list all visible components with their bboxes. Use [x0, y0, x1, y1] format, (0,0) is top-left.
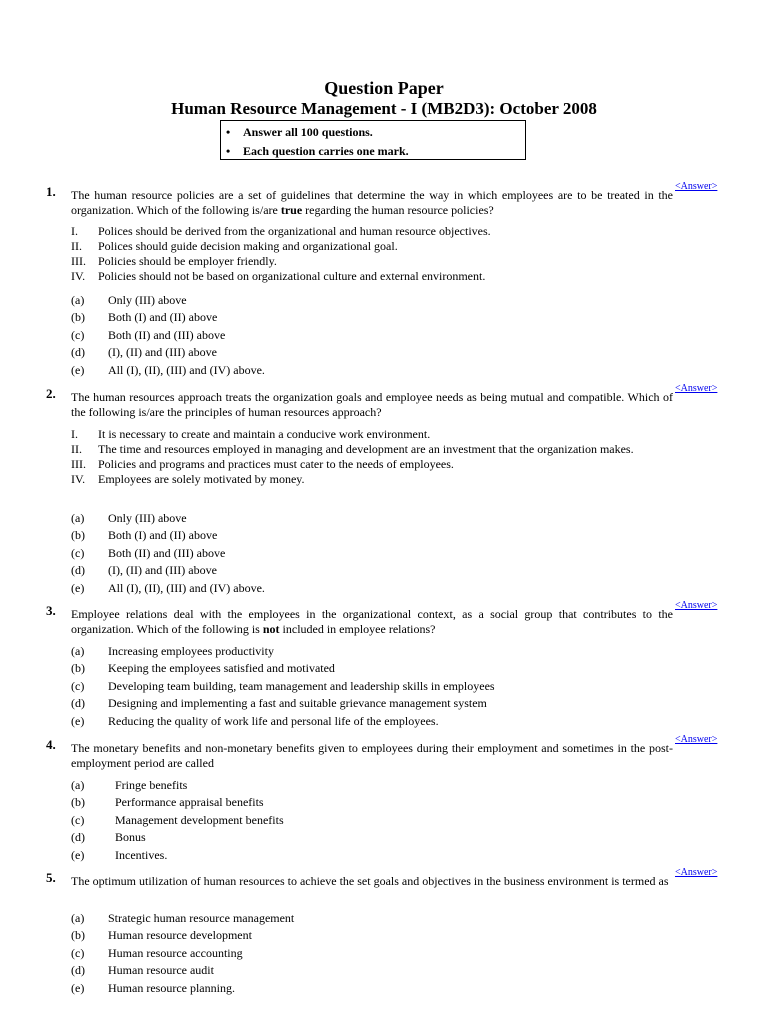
- statement-numeral: II.: [71, 239, 82, 253]
- option-letter: (a): [71, 911, 85, 925]
- option-item[interactable]: [71, 580, 671, 597]
- option-letter: (e): [71, 362, 85, 377]
- option-letter: (b): [71, 528, 85, 543]
- statement-numeral: IV.: [71, 269, 86, 283]
- option-text: Keeping the employees satisfied and motivated: [108, 661, 335, 676]
- instruction-text: Answer all 100 questions.: [243, 125, 373, 139]
- option-item[interactable]: [71, 344, 671, 361]
- option-item[interactable]: [71, 562, 671, 579]
- option-item[interactable]: [71, 327, 671, 344]
- option-item[interactable]: [71, 292, 671, 309]
- answer-link[interactable]: <Answer>: [675, 600, 718, 611]
- statement-text: It is necessary to create and maintain a conducive work environment.: [98, 427, 431, 441]
- option-item[interactable]: [71, 945, 671, 962]
- option-letter: (c): [71, 812, 85, 827]
- option-item[interactable]: [71, 910, 671, 927]
- option-letter: (a): [71, 778, 85, 792]
- option-text: Both (II) and (III) above: [108, 327, 226, 342]
- statement-text: The time and resources employed in managing and development are an investment that the organization makes.: [98, 442, 634, 456]
- statement-item: [71, 239, 671, 254]
- option-item[interactable]: [71, 777, 671, 794]
- option-text: All (I), (II), (III) and (IV) above.: [108, 580, 265, 595]
- option-text: Performance appraisal benefits: [115, 795, 264, 810]
- statement-item: [71, 254, 671, 269]
- option-text: Incentives.: [115, 847, 168, 862]
- instruction-item: [221, 142, 525, 161]
- answer-link[interactable]: <Answer>: [675, 867, 718, 878]
- statement-item: [71, 472, 671, 487]
- option-text: Designing and implementing a fast and suitable grievance management system: [108, 696, 487, 711]
- question-text-part: Employee relations deal with the employees in the organizational context, as a social group that contributes to the organization. Which of the following is: [71, 607, 673, 636]
- question-text: [71, 188, 673, 218]
- option-text: Developing team building, team management and leadership skills in employees: [108, 678, 495, 693]
- option-letter: (d): [71, 696, 85, 711]
- option-letter: (c): [71, 945, 85, 960]
- statement-numeral: I.: [71, 224, 78, 238]
- statement-item: [71, 427, 671, 442]
- option-text: (I), (II) and (III) above: [108, 345, 217, 360]
- option-letter: (a): [71, 511, 85, 525]
- option-item[interactable]: [71, 510, 671, 527]
- statement-text: Polices should be derived from the organizational and human resource objectives.: [98, 224, 491, 238]
- option-text: Both (I) and (II) above: [108, 310, 218, 325]
- option-text: Only (III) above: [108, 293, 187, 307]
- instruction-text: Each question carries one mark.: [243, 144, 409, 158]
- option-item[interactable]: [71, 847, 671, 864]
- statement-text: Policies should not be based on organizational culture and external environment.: [98, 269, 486, 283]
- option-letter: (c): [71, 678, 85, 693]
- instructions-box: [220, 120, 526, 160]
- statement-item: [71, 269, 671, 284]
- option-list: [71, 910, 671, 997]
- question-text: The optimum utilization of human resources to achieve the set goals and objectives in the business environment is termed as: [71, 874, 669, 888]
- statement-text: Policies and programs and practices must cater to the needs of employees.: [98, 457, 454, 471]
- option-item[interactable]: [71, 678, 671, 695]
- statement-numeral: III.: [71, 254, 86, 268]
- option-letter: (e): [71, 980, 85, 995]
- statement-text: Policies should be employer friendly.: [98, 254, 277, 268]
- option-text: Only (III) above: [108, 511, 187, 525]
- question-text: [71, 607, 673, 637]
- option-text: Human resource accounting: [108, 945, 243, 960]
- question-number: 3.: [46, 603, 56, 618]
- option-letter: (e): [71, 580, 85, 595]
- option-letter: (d): [71, 345, 85, 360]
- statement-item: [71, 442, 671, 457]
- statement-list: [71, 427, 671, 487]
- option-letter: (d): [71, 830, 85, 845]
- question-number: 1.: [46, 184, 56, 199]
- question-text: The human resources approach treats the organization goals and employee needs as being mutual and compatible. Which of the following is/are the principles of human resources approach?: [71, 390, 673, 419]
- option-text: Reducing the quality of work life and personal life of the employees.: [108, 713, 439, 728]
- answer-link[interactable]: <Answer>: [675, 181, 718, 192]
- option-text: Both (II) and (III) above: [108, 545, 226, 560]
- question-number: 2.: [46, 386, 56, 401]
- question-number: 5.: [46, 870, 56, 885]
- option-text: (I), (II) and (III) above: [108, 563, 217, 578]
- option-item[interactable]: [71, 962, 671, 979]
- option-text: Human resource planning.: [108, 980, 235, 995]
- option-letter: (b): [71, 928, 85, 943]
- option-letter: (b): [71, 310, 85, 325]
- question-emphasis: true: [280, 203, 303, 217]
- instruction-item: [221, 123, 525, 142]
- answer-link[interactable]: <Answer>: [675, 734, 718, 745]
- option-item[interactable]: [71, 794, 671, 811]
- page-subtitle: Human Resource Management - I (MB2D3): October 2008: [171, 99, 597, 118]
- option-letter: (e): [71, 713, 85, 728]
- statement-text: Polices should guide decision making and organizational goal.: [98, 239, 398, 253]
- option-letter: (e): [71, 847, 85, 862]
- statement-item: [71, 457, 671, 472]
- option-item[interactable]: [71, 362, 671, 379]
- question-emphasis: not: [262, 622, 280, 636]
- statement-numeral: I.: [71, 427, 78, 441]
- statement-text: Employees are solely motivated by money.: [98, 472, 305, 486]
- question-text: The monetary benefits and non-monetary benefits given to employees during their employment and sometimes in the post-employment period are called: [71, 741, 673, 770]
- option-letter: (a): [71, 293, 85, 307]
- option-item[interactable]: [71, 927, 671, 944]
- bullet-icon: •: [226, 144, 231, 158]
- option-item[interactable]: [71, 829, 671, 846]
- option-text: Fringe benefits: [115, 778, 188, 792]
- option-item[interactable]: [71, 695, 671, 712]
- option-text: Bonus: [115, 830, 146, 845]
- option-letter: (b): [71, 795, 85, 810]
- question-text-part: The human resource policies are a set of guidelines that determine the way in which employees are to be treated in the organization. Which of the following is/are: [71, 188, 673, 217]
- option-text: Increasing employees productivity: [108, 644, 274, 658]
- statement-list: [71, 224, 671, 284]
- option-item[interactable]: [71, 812, 671, 829]
- option-item[interactable]: [71, 545, 671, 562]
- option-list: [71, 510, 671, 597]
- question-number: 4.: [46, 737, 56, 752]
- option-list: [71, 292, 671, 379]
- option-item[interactable]: [71, 713, 671, 730]
- option-text: Strategic human resource management: [108, 911, 295, 925]
- page-title: Question Paper: [324, 78, 444, 98]
- option-letter: (d): [71, 963, 85, 978]
- question-text-part: included in employee relations?: [279, 622, 436, 636]
- statement-numeral: II.: [71, 442, 82, 456]
- option-item[interactable]: [71, 309, 671, 326]
- question-text-part: regarding the human resource policies?: [302, 203, 494, 217]
- option-list: [71, 643, 671, 730]
- option-list: [71, 777, 671, 864]
- option-letter: (a): [71, 644, 85, 658]
- statement-numeral: IV.: [71, 472, 86, 486]
- option-item[interactable]: [71, 980, 671, 997]
- statement-numeral: III.: [71, 457, 86, 471]
- option-text: Human resource audit: [108, 963, 214, 978]
- option-text: All (I), (II), (III) and (IV) above.: [108, 362, 265, 377]
- answer-link[interactable]: <Answer>: [675, 383, 718, 394]
- statement-item: [71, 224, 671, 239]
- option-letter: (b): [71, 661, 85, 676]
- option-item[interactable]: [71, 643, 671, 660]
- option-text: Both (I) and (II) above: [108, 528, 218, 543]
- option-letter: (d): [71, 563, 85, 578]
- option-text: Human resource development: [108, 928, 252, 943]
- option-text: Management development benefits: [115, 812, 284, 827]
- bullet-icon: •: [226, 125, 231, 139]
- option-item[interactable]: [71, 660, 671, 677]
- option-letter: (c): [71, 327, 85, 342]
- option-letter: (c): [71, 545, 85, 560]
- option-item[interactable]: [71, 527, 671, 544]
